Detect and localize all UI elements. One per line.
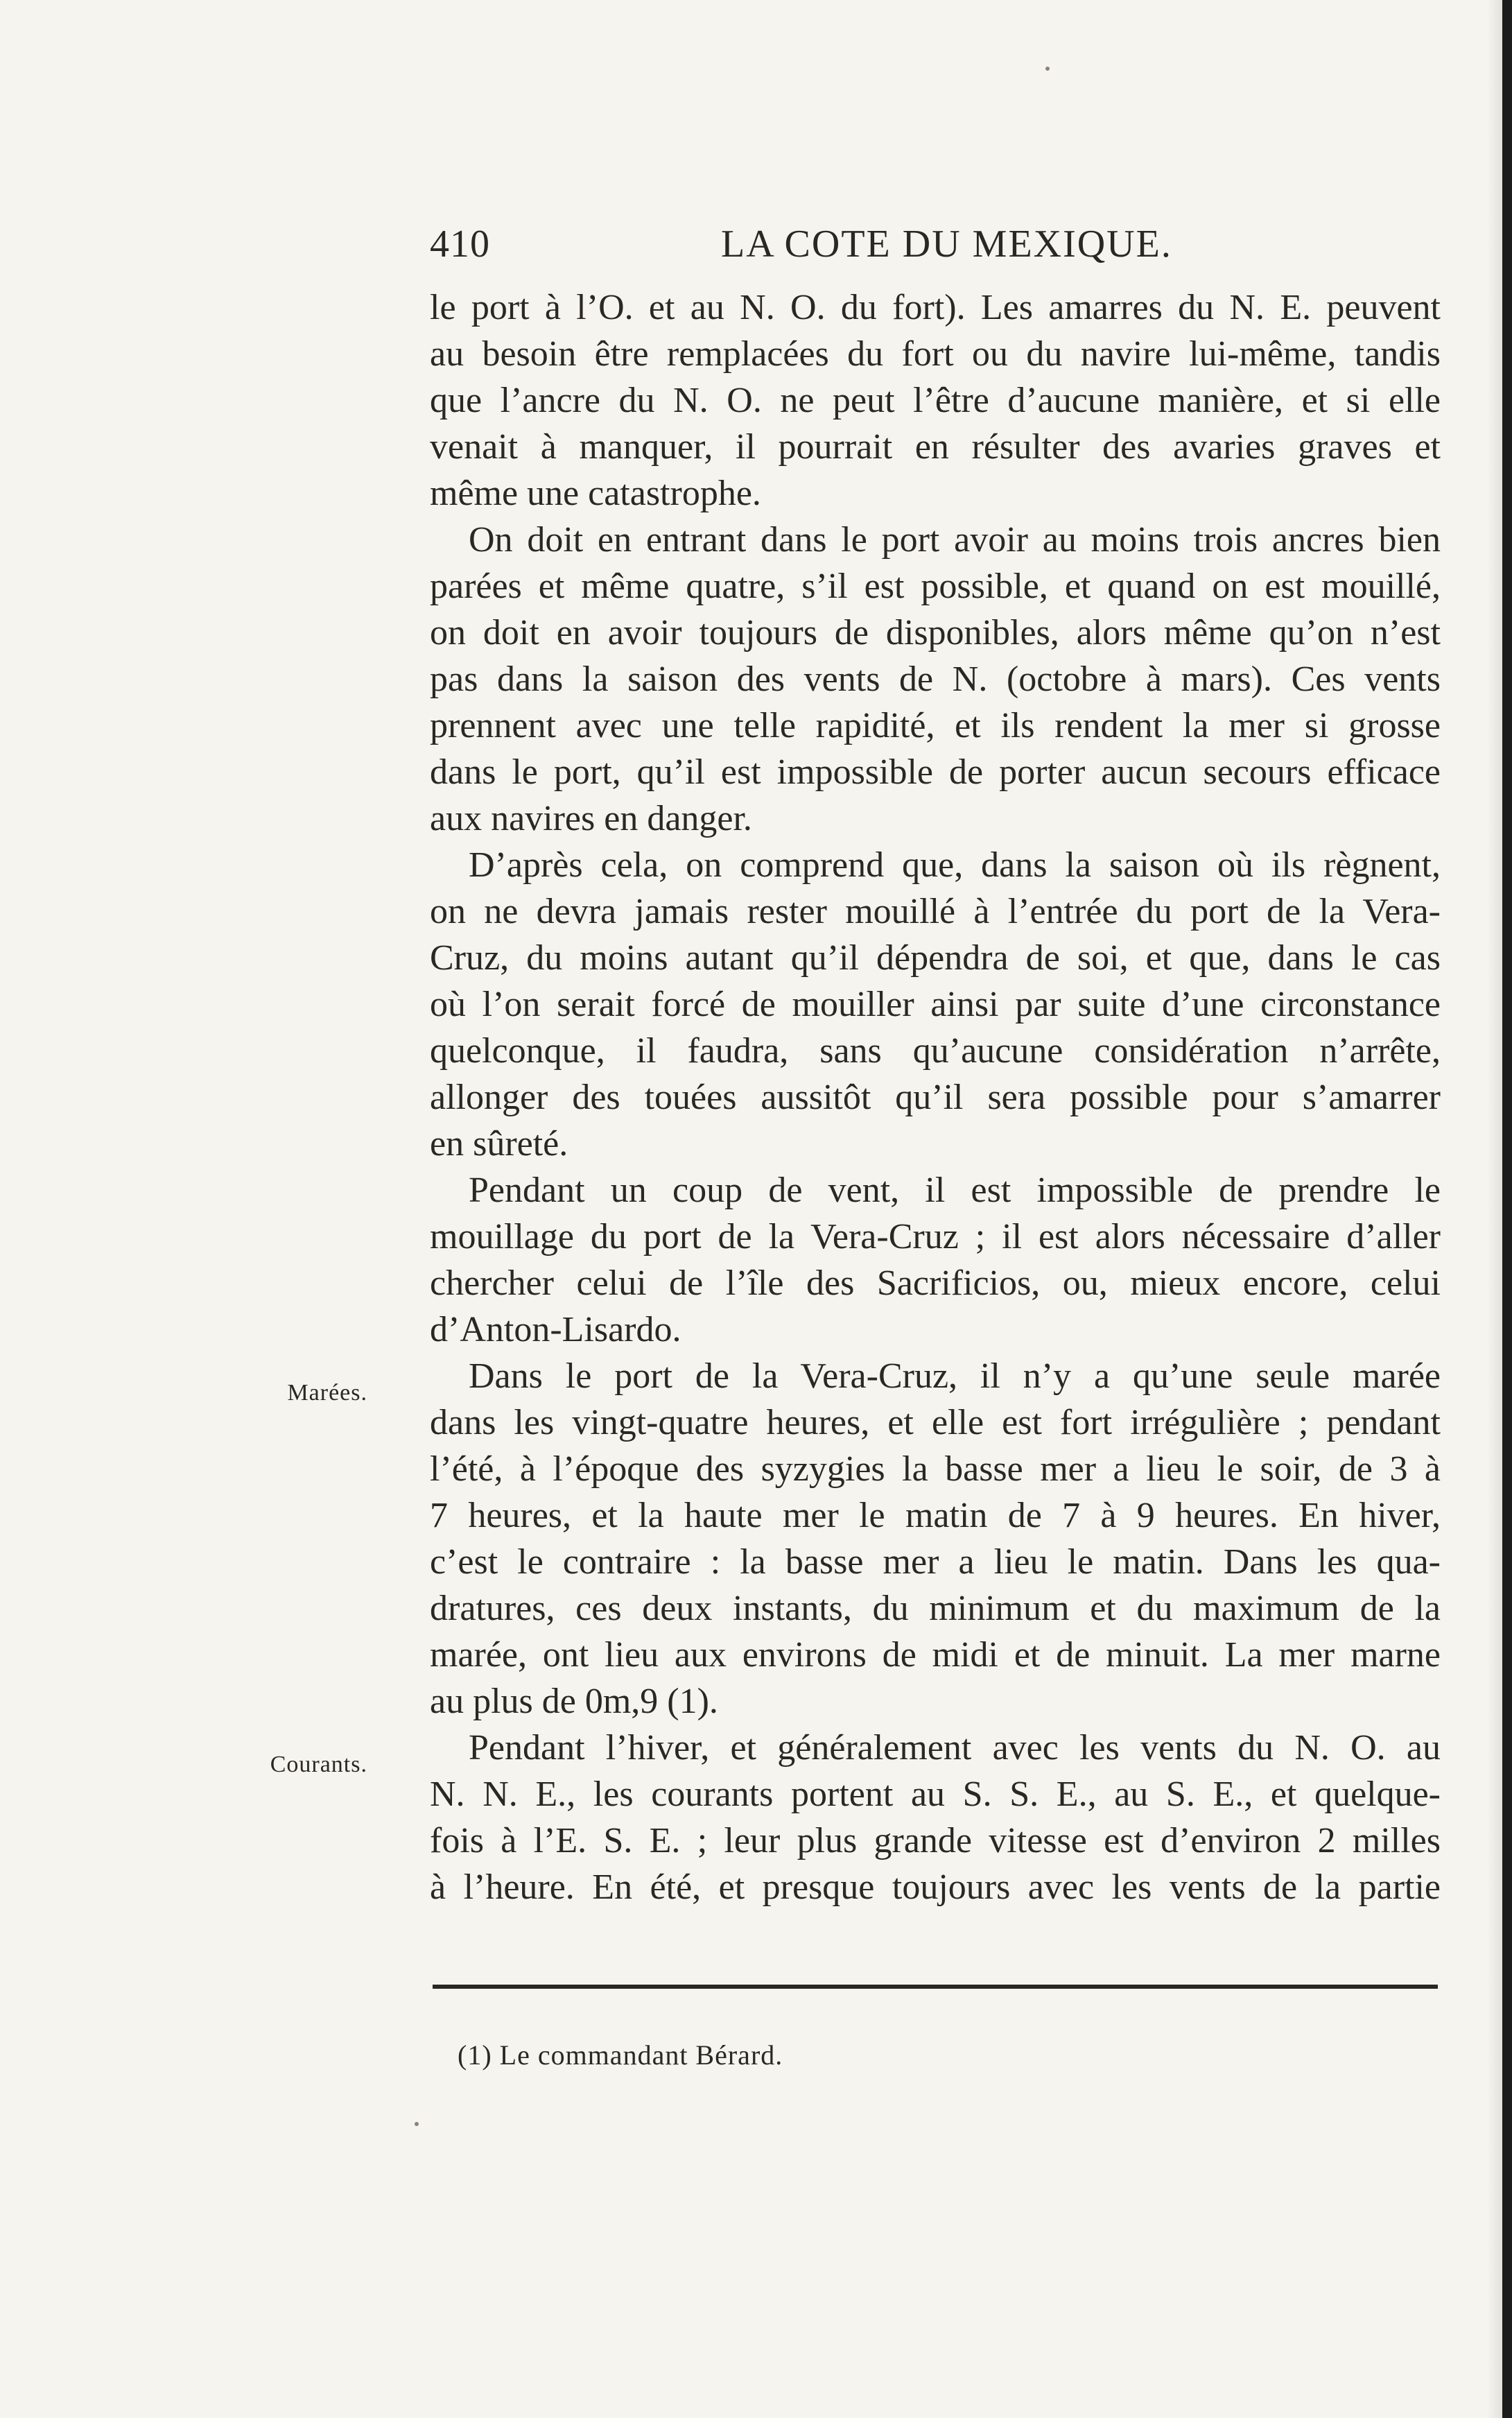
- text-line: d’Anton-Lisardo.: [430, 1310, 681, 1349]
- text-line: D’après cela, on comprend que, dans la saison où ils règnent,: [469, 845, 1441, 885]
- text-line: Cruz, du moins autant qu’il dépendra de soi, et que, dans le cas: [430, 938, 1441, 978]
- text-line: en sûreté.: [430, 1124, 568, 1164]
- text-line: au plus de 0m,9 (1).: [430, 1682, 718, 1721]
- text-line: aux navires en danger.: [430, 799, 752, 838]
- text-line: dans le port, qu’il est impossible de porter aucun secours efficace: [430, 752, 1441, 792]
- text-line: pas dans la saison des vents de N. (octobre à mars). Ces vents: [430, 659, 1441, 699]
- text-line: à l’heure. En été, et presque toujours avec les vents de la partie: [430, 1867, 1441, 1907]
- text-line: au besoin être remplacées du fort ou du navire lui-même, tandis: [430, 334, 1441, 374]
- text-line: venait à manquer, il pourrait en résulter des avaries graves et: [430, 427, 1441, 467]
- text-line: où l’on serait forcé de mouiller ainsi par suite d’une circonstance: [430, 985, 1441, 1024]
- text-line: on doit en avoir toujours de disponibles, alors même qu’on n’est: [430, 613, 1441, 653]
- paper-speck: [415, 2122, 419, 2126]
- text-line: que l’ancre du N. O. ne peut l’être d’aucune manière, et si elle: [430, 381, 1441, 420]
- text-line: mouillage du port de la Vera-Cruz ; il est alors nécessaire d’aller: [430, 1217, 1441, 1257]
- text-line: fois à l’E. S. E. ; leur plus grande vitesse est d’environ 2 milles: [430, 1821, 1441, 1860]
- text-line: on ne devra jamais rester mouillé à l’entrée du port de la Vera-: [430, 892, 1441, 931]
- text-line: quelconque, il faudra, sans qu’aucune considération n’arrête,: [430, 1031, 1441, 1071]
- text-line: Pendant un coup de vent, il est impossible de prendre le: [469, 1171, 1441, 1210]
- text-line: l’été, à l’époque des syzygies la basse mer a lieu le soir, de 3 à: [430, 1449, 1441, 1489]
- text-line: dans les vingt-quatre heures, et elle est fort irrégulière ; pendant: [430, 1403, 1441, 1442]
- text-line: même une catastrophe.: [430, 474, 761, 513]
- text-line: prennent avec une telle rapidité, et ils rendent la mer si grosse: [430, 706, 1441, 745]
- page-number: 410: [430, 223, 490, 266]
- page-header: [430, 222, 1436, 277]
- text-line: On doit en entrant dans le port avoir au moins trois ancres bien: [469, 520, 1441, 560]
- paper-speck: [1045, 67, 1050, 71]
- margin-note-courants: Courants.: [270, 1752, 367, 1777]
- text-line: le port à l’O. et au N. O. du fort). Les amarres du N. E. peuvent: [430, 288, 1441, 327]
- text-line: chercher celui de l’île des Sacrificios, ou, mieux encore, celui: [430, 1263, 1441, 1303]
- text-line: allonger des touées aussitôt qu’il sera possible pour s’amarrer: [430, 1078, 1441, 1117]
- text-line: Pendant l’hiver, et généralement avec les vents du N. O. au: [469, 1728, 1441, 1768]
- running-title: LA COTE DU MEXIQUE.: [721, 223, 1172, 266]
- margin-note-marees: Marées.: [287, 1380, 367, 1406]
- footnote: (1) Le commandant Bérard.: [458, 2039, 783, 2071]
- text-line: dratures, ces deux instants, du minimum et du maximum de la: [430, 1589, 1441, 1628]
- page-edge-shadow: [1487, 0, 1502, 2418]
- text-line: c’est le contraire : la basse mer a lieu le matin. Dans les qua-: [430, 1542, 1441, 1582]
- text-line: 7 heures, et la haute mer le matin de 7 à 9 heures. En hiver,: [430, 1496, 1441, 1535]
- text-line: marée, ont lieu aux environs de midi et de minuit. La mer marne: [430, 1635, 1441, 1675]
- page-edge: [1502, 0, 1512, 2418]
- text-line: parées et même quatre, s’il est possible, et quand on est mouillé,: [430, 567, 1441, 606]
- text-line: Dans le port de la Vera-Cruz, il n’y a qu’une seule marée: [469, 1356, 1441, 1396]
- footnote-rule: [433, 1985, 1438, 1989]
- body-text: [430, 284, 1441, 1910]
- text-line: N. N. E., les courants portent au S. S. E., au S. E., et quelque-: [430, 1774, 1441, 1814]
